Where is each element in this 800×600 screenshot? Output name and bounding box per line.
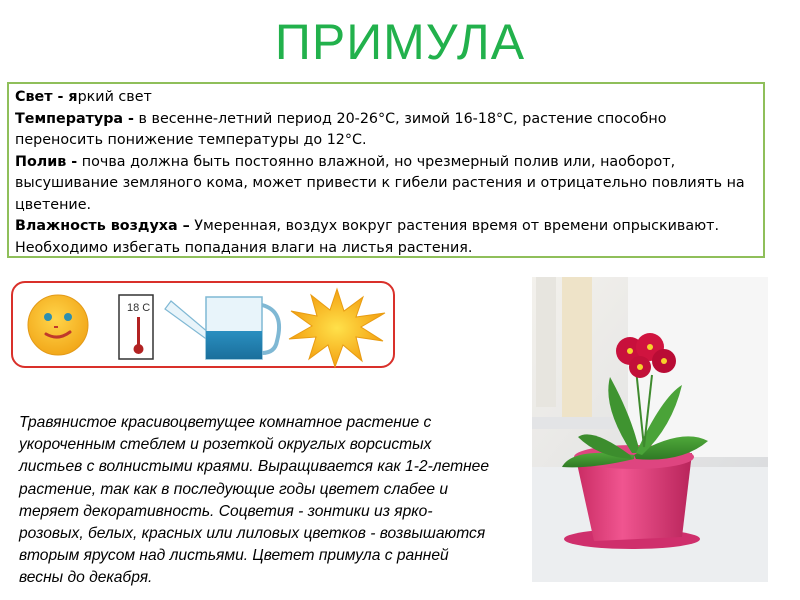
watering-paragraph [15,152,757,217]
watering-text: почва должна быть постоянно влажной, но чрезмерный полив или, наоборот, высушивание земляного кома, может привести к гибели растения и отрицательно повлиять на цветение. [15,153,745,213]
humidity-paragraph [15,216,757,259]
humidity-label: Влажность воздуха – [15,218,190,234]
humidity-text: Умеренная, воздух вокруг растения время от времени опрыскивают. Необходимо избегать попадания влаги на листья растения. [15,218,720,256]
light-paragraph [15,87,757,109]
light-label: Свет - я [15,89,78,105]
temperature-paragraph [15,109,757,152]
watering-can-icon [165,297,279,359]
page-title: ПРИМУЛА [274,14,526,70]
sun-icon [289,289,385,367]
care-conditions-box [7,82,765,258]
thermometer-icon [119,295,153,359]
smiley-face-icon [28,295,88,355]
watering-label: Полив - [15,153,78,170]
temperature-label: Температура - [15,110,134,127]
light-text: ркий свет [77,89,152,105]
thermometer-label: 18 С [127,302,151,314]
primula-photo [532,277,768,582]
temperature-text: в весенне-летний период 20-26°С, зимой 16-18°С, растение способно переносить понижение температуры до 12°С. [15,110,667,148]
care-icons-strip [11,281,395,368]
plant-description: Травянистое красивоцветущее комнатное растение с укороченным стеблем и розеткой округлых ворсистых листьев с волнистыми краями. Выращивается как 1-2-летнее растение, так как в последующие годы цветет слабее и теряет декоративность. Соцветия - зонтики из ярко-розовых, белых, красных или лиловых цветков - возвышаются вторым ярусом над листьями. Цветет примула с ранней весны до декабря. [19,414,489,587]
